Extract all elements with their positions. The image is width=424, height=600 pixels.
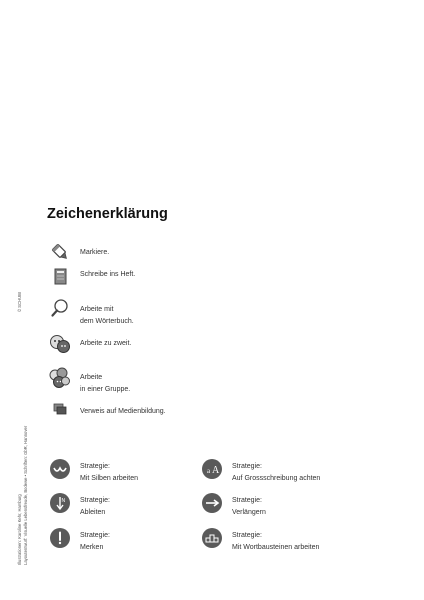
- group-icon: [49, 367, 71, 389]
- legend-item-group: [49, 367, 71, 389]
- capital-letters-icon: [202, 459, 222, 479]
- legend-text-pair: Arbeite zu zweit.: [80, 340, 132, 347]
- strategy-derive: Strategie: Ableiten: [80, 497, 110, 516]
- legend-text-notebook: Schreibe ins Heft.: [80, 271, 136, 278]
- arrow-right-icon: [202, 493, 222, 513]
- pair-icon: [49, 333, 71, 355]
- strategy-word-building: Strategie: Mit Wortbausteinen arbeiten: [232, 532, 320, 551]
- legend-text-group: Arbeite in einer Gruppe.: [80, 374, 131, 393]
- syllable-wave-icon: [50, 459, 70, 479]
- copyright-note: © SCHUBI: [17, 291, 22, 312]
- legend-text-dictionary: Arbeite mit dem Wörterbuch.: [80, 306, 134, 325]
- legend-item-pair: [49, 333, 71, 355]
- media-icon: [49, 400, 71, 422]
- svg-text:A: A: [212, 465, 220, 476]
- svg-text:a: a: [207, 467, 211, 475]
- strategy-syllables: Strategie: Mit Silben arbeiten: [80, 463, 138, 482]
- exclamation-icon: [50, 528, 70, 548]
- strategy-lengthen: Strategie: Verlängern: [232, 497, 266, 516]
- strategy-capitalization: Strategie: Auf Grossschreibung achten: [232, 463, 321, 482]
- legend-item-marker: [49, 241, 71, 263]
- page-title: Zeichenerklärung: [47, 206, 168, 222]
- legend-item-notebook: [49, 266, 71, 288]
- legend-text-media: Verweis auf Medienbildung.: [80, 408, 166, 415]
- building-blocks-icon: [202, 528, 222, 548]
- legend-item-dictionary: [49, 297, 71, 319]
- arrow-down-n-icon: [50, 493, 70, 513]
- svg-text:N: N: [61, 498, 66, 504]
- illustration-credits: Illustrationen: Karoline Kehr, Hamburg: [17, 494, 22, 565]
- legend-text-marker: Markiere.: [80, 249, 110, 256]
- notebook-icon: [49, 266, 71, 288]
- magnifier-icon: [49, 297, 71, 319]
- strategy-memorize: Strategie: Merken: [80, 532, 110, 551]
- layout-credits: Layoutentwurf: Visuelle Lebensfreude, Bodewe • Schriften: GbR, Hannover: [23, 425, 28, 565]
- legend-item-media: [49, 400, 71, 422]
- marker-icon: [49, 241, 71, 263]
